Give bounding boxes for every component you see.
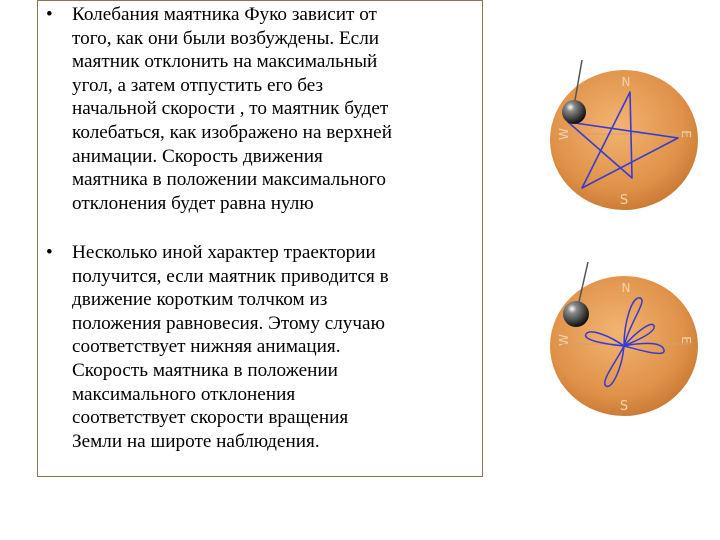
bullet: • xyxy=(46,242,53,263)
paragraph-release-from-max xyxy=(46,3,482,215)
compass-n: N xyxy=(621,281,631,295)
compass-s: S xyxy=(619,193,629,208)
pendulum-bob xyxy=(562,100,586,124)
compass-s: S xyxy=(619,399,629,414)
paragraph-push-from-equilibrium xyxy=(46,241,482,453)
pendulum-bob xyxy=(563,301,589,327)
paragraph-text: Колебания маятника Фуко зависит от того, как они были возбуждены. Если маятник отклонить на максимальный угол, а затем отпустить его без начальной скорости , то маятник будет колебаться, как изображено на верхней анимации. Скорость движения маятника в положении максимального отклонения будет равна нулю xyxy=(72,4,392,214)
pendulum-animation-top xyxy=(540,60,700,210)
paragraph-text: Несколько иной характер траектории получится, если маятник приводится в движение коротким толчком из положения равновесия. Этому случаю соответствует нижняя анимация. Скорость маятника в положении максимального отклонения соответствует скорости вращения Земли на широте наблюдения. xyxy=(72,242,389,452)
compass-e: E xyxy=(679,336,693,344)
bullet: • xyxy=(46,4,53,25)
pendulum-animation-bottom xyxy=(540,262,700,420)
compass-w: W xyxy=(557,128,571,140)
compass-e: E xyxy=(679,130,693,138)
compass-w: W xyxy=(557,334,571,346)
compass-n: N xyxy=(621,75,631,89)
text-panel xyxy=(37,0,483,477)
